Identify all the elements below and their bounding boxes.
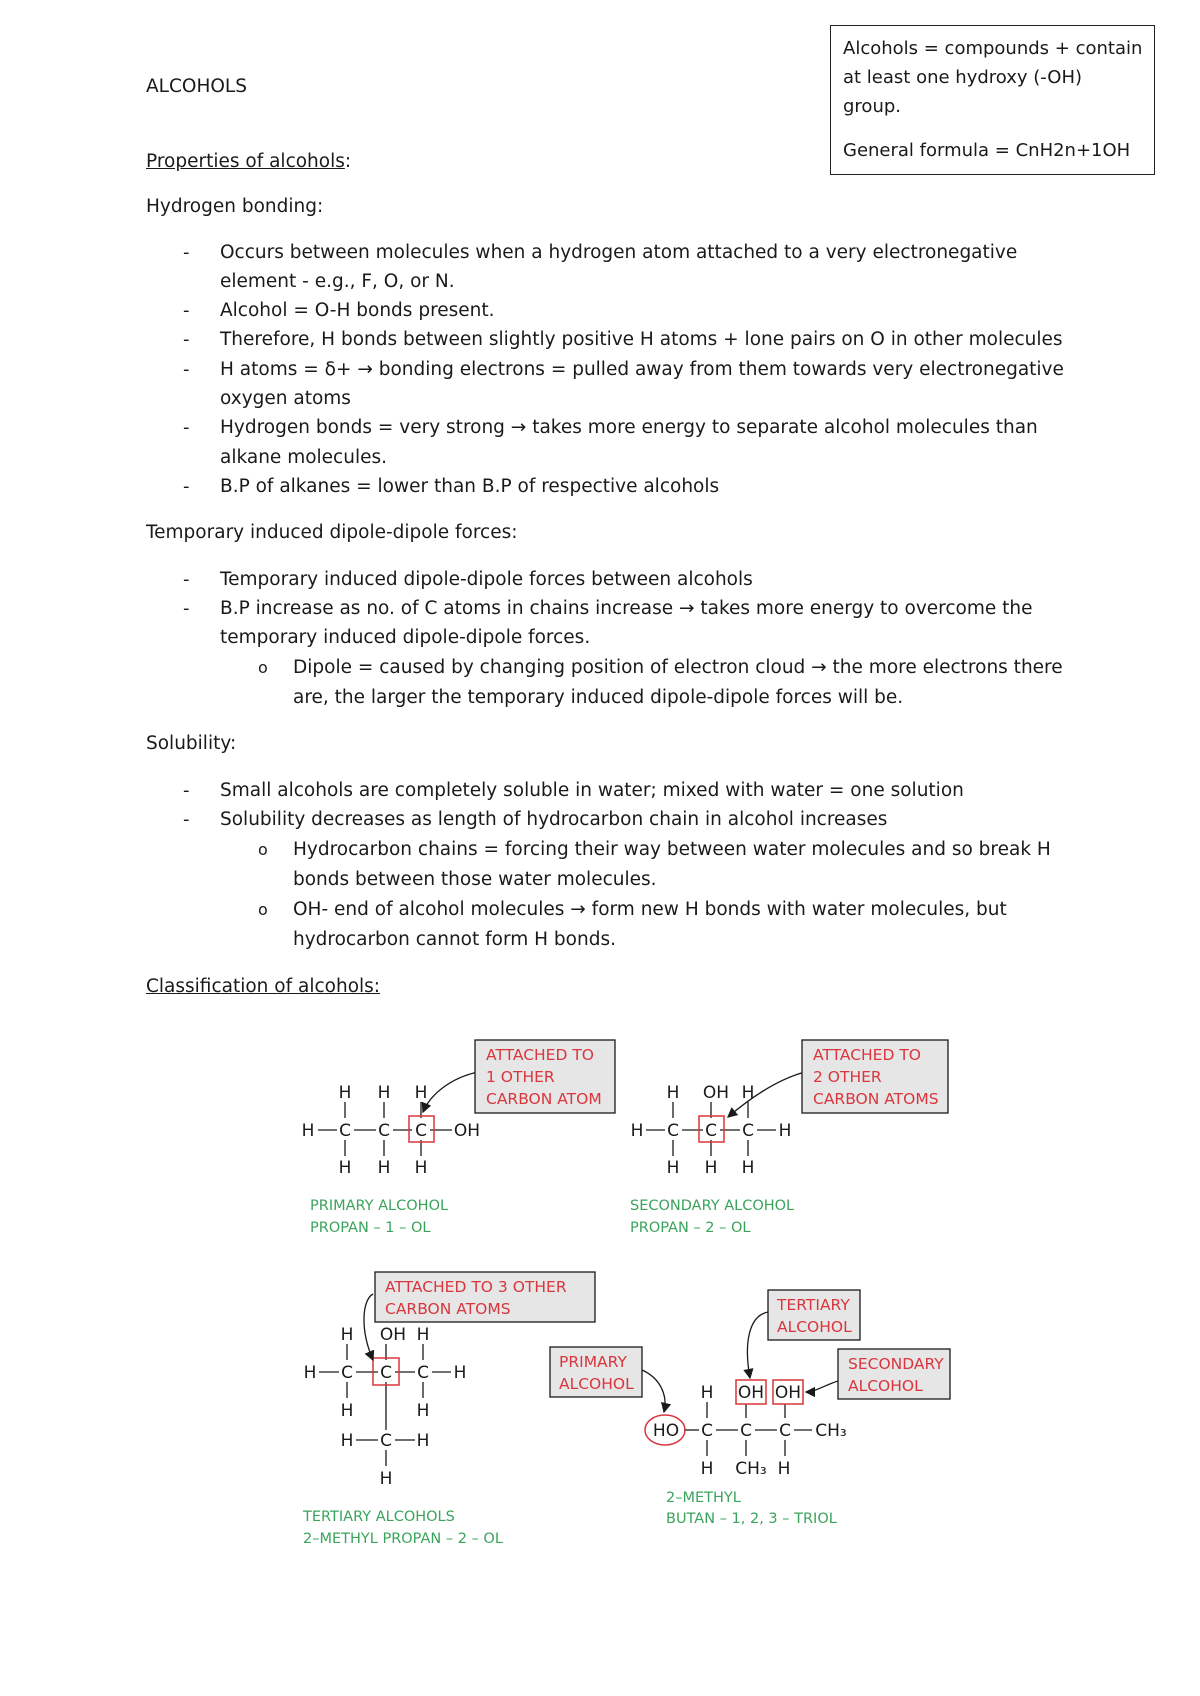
primary-alcohol-structure <box>302 1040 615 1236</box>
atom-c: C <box>701 1421 713 1441</box>
callout-arrow <box>642 1370 665 1412</box>
bullet-text: Therefore, H bonds between slightly positive H atoms + lone pairs on O in other molecules <box>220 329 1063 350</box>
atom-h: H <box>741 1158 755 1178</box>
atom-c: C <box>705 1121 717 1141</box>
callout-arrow <box>747 1312 768 1378</box>
sub-bullet-text: hydrocarbon cannot form H bonds. <box>293 929 616 950</box>
atom-c: C <box>779 1421 791 1441</box>
atom-c: C <box>378 1121 390 1141</box>
atom-h: H <box>630 1121 644 1141</box>
atom-h: H <box>416 1431 430 1451</box>
sub-bullet-marker: o <box>258 840 268 859</box>
atom-h: H <box>666 1083 680 1103</box>
callout-text: ATTACHED TO <box>813 1046 921 1064</box>
caption-text: PRIMARY ALCOHOL <box>310 1198 449 1214</box>
definition-line: group. <box>843 96 901 117</box>
atom-h: H <box>377 1158 391 1178</box>
atom-h: H <box>777 1459 791 1479</box>
sub-bullet-text: are, the larger the temporary induced dipole-dipole forces will be. <box>293 687 904 708</box>
bullet-text: oxygen atoms <box>220 388 351 409</box>
callout-text: SECONDARY <box>848 1355 944 1373</box>
callout-text: PRIMARY <box>559 1353 627 1371</box>
atom-h: H <box>340 1401 354 1421</box>
bullet-dash: - <box>183 300 190 321</box>
sub-bullet-text: Dipole = caused by changing position of electron cloud → the more electrons there <box>293 657 1063 678</box>
atom-ho: HO <box>652 1421 680 1441</box>
bullet-text: H atoms = δ+ → bonding electrons = pulled away from them towards very electronegative <box>220 359 1064 380</box>
atom-c: C <box>740 1421 752 1441</box>
atom-h: H <box>414 1083 428 1103</box>
atom-h: H <box>700 1459 714 1479</box>
atom-h: H <box>453 1363 467 1383</box>
callout-text: CARBON ATOMS <box>813 1090 939 1108</box>
caption-text: BUTAN – 1, 2, 3 – TRIOL <box>666 1511 837 1527</box>
definition-line: Alcohols = compounds + contain <box>843 38 1143 59</box>
sub-bullet-text: OH- end of alcohol molecules → form new H bonds with water molecules, but <box>293 899 1007 920</box>
bullet-dash: - <box>183 569 190 590</box>
atom-h: H <box>379 1469 393 1489</box>
atom-h: H <box>338 1083 352 1103</box>
bullet-dash: - <box>183 598 190 619</box>
callout-text: CARBON ATOMS <box>385 1300 511 1318</box>
tertiary-alcohol-structure <box>302 1272 595 1547</box>
bullet-text: B.P of alkanes = lower than B.P of respective alcohols <box>220 476 720 497</box>
bullet-text: temporary induced dipole-dipole forces. <box>220 627 591 648</box>
atom-h: H <box>700 1383 714 1403</box>
callout-text: 2 OTHER <box>813 1068 882 1086</box>
atom-h: H <box>301 1121 315 1141</box>
sub-bullet-marker: o <box>258 658 268 677</box>
properties-heading-colon: : <box>344 151 352 172</box>
bullet-dash: - <box>183 417 190 438</box>
section-heading-hydrogen-bonding: Hydrogen bonding: <box>146 196 324 217</box>
bullet-dash: - <box>183 242 190 263</box>
caption-text: PROPAN – 2 – OL <box>630 1220 751 1236</box>
atom-c: C <box>417 1363 429 1383</box>
atom-oh: OH <box>737 1383 765 1403</box>
classification-heading: Classification of alcohols: <box>146 976 381 997</box>
secondary-alcohol-structure <box>630 1040 948 1236</box>
atom-c: C <box>341 1363 353 1383</box>
section-heading-solubility: Solubility: <box>146 733 237 754</box>
atom-oh: OH <box>774 1383 802 1403</box>
callout-text: CARBON ATOM <box>486 1090 602 1108</box>
atom-ch3: CH₃ <box>735 1459 767 1479</box>
triol-structure <box>550 1290 950 1527</box>
atom-oh: OH <box>379 1325 407 1345</box>
atom-h: H <box>414 1158 428 1178</box>
caption-text: PROPAN – 1 – OL <box>310 1220 431 1236</box>
caption-text: 2–METHYL <box>666 1490 741 1506</box>
atom-ch3: CH₃ <box>815 1421 847 1441</box>
page-title: ALCOHOLS <box>146 76 247 97</box>
callout-text: ALCOHOL <box>848 1377 923 1395</box>
atom-h: H <box>377 1083 391 1103</box>
bullet-text: Small alcohols are completely soluble in water; mixed with water = one solution <box>220 780 964 801</box>
caption-text: TERTIARY ALCOHOLS <box>303 1509 455 1525</box>
atom-h: H <box>340 1431 354 1451</box>
atom-c: C <box>667 1121 679 1141</box>
sub-bullet-marker: o <box>258 900 268 919</box>
callout-text: ALCOHOL <box>559 1375 634 1393</box>
atom-oh: OH <box>702 1083 730 1103</box>
callout-arrow <box>728 1072 805 1117</box>
sub-bullet-text: bonds between those water molecules. <box>293 869 657 890</box>
definition-line: at least one hydroxy (-OH) <box>843 67 1083 88</box>
bullet-dash: - <box>183 329 190 350</box>
caption-text: 2–METHYL PROPAN – 2 – OL <box>303 1531 503 1547</box>
atom-c: C <box>380 1363 392 1383</box>
bullet-dash: - <box>183 359 190 380</box>
bullet-text: B.P increase as no. of C atoms in chains increase → takes more energy to overcome the <box>220 598 1033 619</box>
callout-text: ATTACHED TO <box>486 1046 594 1064</box>
bullet-dash: - <box>183 809 190 830</box>
bullet-text: Hydrogen bonds = very strong → takes more energy to separate alcohol molecules than <box>220 417 1038 438</box>
caption-text: SECONDARY ALCOHOL <box>630 1198 795 1214</box>
bullet-text: element - e.g., F, O, or N. <box>220 271 455 292</box>
section-heading-temporary-dipole: Temporary induced dipole-dipole forces: <box>146 522 518 543</box>
callout-text: ATTACHED TO 3 OTHER <box>385 1278 567 1296</box>
bullet-text: Solubility decreases as length of hydrocarbon chain in alcohol increases <box>220 809 888 830</box>
atom-c: C <box>339 1121 351 1141</box>
atom-h: H <box>416 1325 430 1345</box>
callout-arrow <box>423 1072 478 1112</box>
bullet-dash: - <box>183 780 190 801</box>
callout-text: TERTIARY <box>777 1296 850 1314</box>
atom-h: H <box>666 1158 680 1178</box>
atom-h: H <box>704 1158 718 1178</box>
bullet-dash: - <box>183 476 190 497</box>
bullet-text: Alcohol = O-H bonds present. <box>220 300 495 321</box>
atom-h: H <box>340 1325 354 1345</box>
bullet-text: alkane molecules. <box>220 447 387 468</box>
atom-h: H <box>741 1083 755 1103</box>
atom-h: H <box>778 1121 792 1141</box>
atom-h: H <box>416 1401 430 1421</box>
sub-bullet-text: Hydrocarbon chains = forcing their way between water molecules and so break H <box>293 839 1051 860</box>
callout-text: 1 OTHER <box>486 1068 555 1086</box>
bullet-text: Occurs between molecules when a hydrogen atom attached to a very electronegative <box>220 242 1018 263</box>
atom-c: C <box>380 1431 392 1451</box>
atom-oh: OH <box>453 1121 481 1141</box>
atom-h: H <box>338 1158 352 1178</box>
callout-arrow <box>806 1381 838 1392</box>
callout-arrow <box>364 1294 373 1360</box>
bullet-text: Temporary induced dipole-dipole forces between alcohols <box>220 569 753 590</box>
callout-text: ALCOHOL <box>777 1318 852 1336</box>
atom-h: H <box>303 1363 317 1383</box>
atom-c: C <box>742 1121 754 1141</box>
general-formula: General formula = CnH2n+1OH <box>843 140 1131 161</box>
properties-heading-text: Properties of alcohols <box>146 151 345 172</box>
atom-c: C <box>415 1121 427 1141</box>
